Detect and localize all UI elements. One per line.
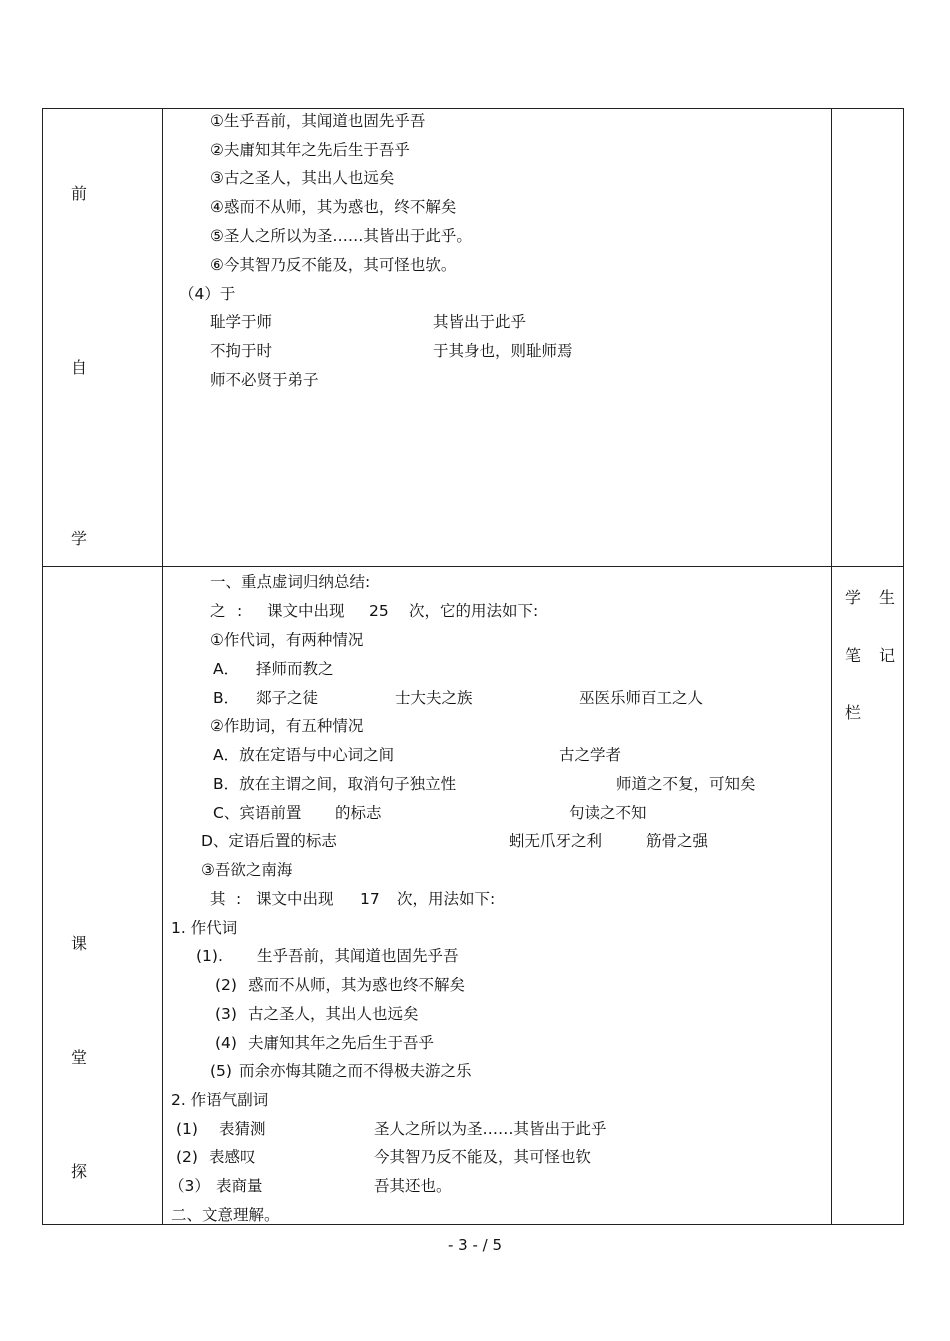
example-line: 今其智乃反不能及，其可怪也钦 xyxy=(374,1148,592,1166)
example-line: 师道之不复，可知矣 xyxy=(616,775,756,793)
notes-label: 学 xyxy=(845,588,862,607)
count: 17 xyxy=(360,890,380,908)
sub-heading: （4）于 xyxy=(179,285,236,303)
example-line: 耻学于师 xyxy=(210,313,273,331)
usage-label: 表猜测 xyxy=(219,1120,266,1138)
notes-label: 笔 xyxy=(845,646,862,665)
case-label: A． xyxy=(213,660,240,678)
example-line: 吾其还也。 xyxy=(374,1177,452,1195)
example-line: 圣人之所以为圣……其皆出于此乎 xyxy=(374,1120,607,1138)
item-number: (3) xyxy=(215,1005,237,1023)
example-line: ④惑而不从师，其为惑也，终不解矣 xyxy=(210,198,457,216)
side-label: 学 xyxy=(71,529,88,548)
example-line: 筋骨之强 xyxy=(646,832,709,850)
item-number: (1) xyxy=(176,1120,198,1138)
item-number: (1). xyxy=(196,947,223,965)
usage-heading: 2. 作语气副词 xyxy=(171,1091,269,1109)
example-line: ②夫庸知其年之先后生于吾乎 xyxy=(210,141,410,159)
item-number: (4) xyxy=(215,1034,237,1052)
example-line: 不拘于时 xyxy=(210,342,273,360)
keyword: 之 xyxy=(210,602,226,620)
item-number: （3） xyxy=(169,1177,210,1195)
usage-heading: ②作助词，有五种情况 xyxy=(210,717,364,735)
case-desc: 的标志 xyxy=(335,804,382,822)
example-line: 古之圣人，其出人也远矣 xyxy=(248,1005,419,1023)
example-line: 于其身也，则耻师焉 xyxy=(433,342,573,360)
section-heading: 一、重点虚词归纳总结: xyxy=(210,573,371,591)
example-line: 古之学者 xyxy=(559,746,622,764)
usage-heading: 1. 作代词 xyxy=(171,919,238,937)
example-line: 夫庸知其年之先后生于吾乎 xyxy=(248,1034,435,1052)
usage-heading: ①作代词，有两种情况 xyxy=(210,631,364,649)
example-line: 蚓无爪牙之利 xyxy=(509,832,603,850)
intro-text: 次，它的用法如下: xyxy=(409,602,539,620)
separator: : xyxy=(236,890,242,908)
side-label: 探 xyxy=(71,1162,88,1181)
usage-heading: ③吾欲之南海 xyxy=(201,861,293,879)
example-line: ③古之圣人，其出人也远矣 xyxy=(210,169,395,187)
side-label: 前 xyxy=(71,184,88,203)
side-label: 自 xyxy=(71,358,88,377)
count: 25 xyxy=(369,602,389,620)
intro-text: 次，用法如下: xyxy=(397,890,496,908)
example-line: 士大夫之族 xyxy=(395,689,473,707)
example-line: 而余亦悔其随之而不得极夫游之乐 xyxy=(239,1062,472,1080)
side-label: 课 xyxy=(71,934,88,953)
keyword: 其 xyxy=(210,890,226,908)
example-line: ①生乎吾前，其闻道也固先乎吾 xyxy=(210,112,426,130)
example-line: 惑而不从师，其为惑也终不解矣 xyxy=(248,976,466,994)
intro-text: 课文中出现 xyxy=(267,602,345,620)
divider xyxy=(831,109,832,1224)
item-number: (2) xyxy=(215,976,237,994)
section-heading: 二、文意理解。 xyxy=(171,1206,280,1224)
case-desc: A．放在定语与中心词之间 xyxy=(213,746,395,764)
page-number: - 3 - / 5 xyxy=(447,1236,503,1254)
notes-label: 栏 xyxy=(845,703,862,722)
item-number: (2) xyxy=(176,1148,198,1166)
usage-label: 表商量 xyxy=(216,1177,263,1195)
study-table xyxy=(42,108,904,1225)
side-label: 堂 xyxy=(71,1048,88,1067)
example-line: 句读之不知 xyxy=(569,804,647,822)
example-line: 郯子之徒 xyxy=(256,689,319,707)
divider xyxy=(162,109,163,1224)
example-line: 生乎吾前，其闻道也固先乎吾 xyxy=(257,947,459,965)
notes-label: 生 xyxy=(879,588,896,607)
item-number: (5) xyxy=(210,1062,232,1080)
case-desc: D、定语后置的标志 xyxy=(201,832,337,850)
example-line: 择师而教之 xyxy=(256,660,334,678)
separator: : xyxy=(237,602,243,620)
example-line: 师不必贤于弟子 xyxy=(210,371,319,389)
case-desc: B．放在主谓之间，取消句子独立性 xyxy=(213,775,457,793)
example-line: ⑥今其智乃反不能及，其可怪也欤。 xyxy=(210,256,457,274)
usage-label: 表感叹 xyxy=(209,1148,256,1166)
case-desc: C、宾语前置 xyxy=(213,804,302,822)
intro-text: 课文中出现 xyxy=(256,890,334,908)
case-label: B． xyxy=(213,689,240,707)
notes-label: 记 xyxy=(879,646,896,665)
example-line: 巫医乐师百工之人 xyxy=(579,689,704,707)
divider xyxy=(43,566,903,567)
example-line: 其皆出于此乎 xyxy=(433,313,527,331)
example-line: ⑤圣人之所以为圣……其皆出于此乎。 xyxy=(210,227,472,245)
